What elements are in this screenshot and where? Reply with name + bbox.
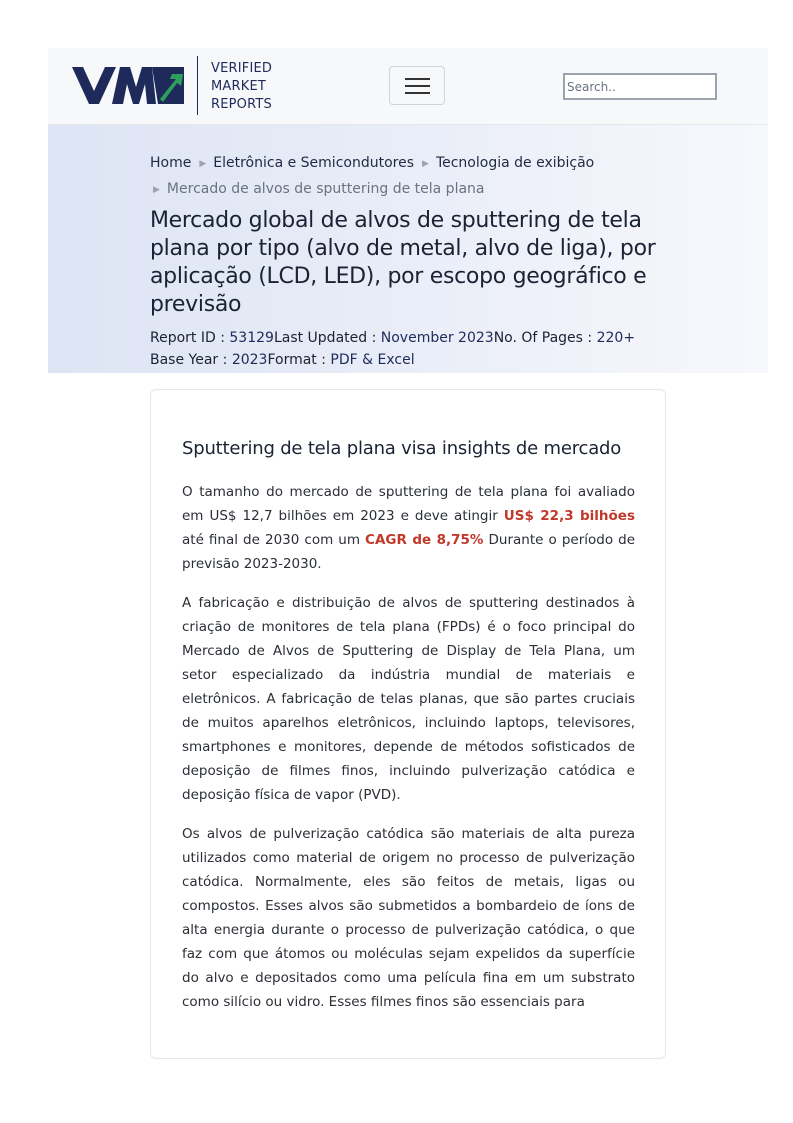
caret-right-icon: ▶ [153, 185, 160, 195]
last-updated-label: Last Updated : [273, 330, 381, 346]
report-meta-row-1 [150, 327, 635, 349]
last-updated-value: November 2023 [380, 330, 494, 346]
insights-paragraph: Os alvos de pulverização catódica são materiais de alta pureza utilizados como material de origem no processo de pulverização catódica. Normalmente, eles são feitos de metais, ligas ou compostos. Esses alvos são submetidos a bombardeio de íons de alta energia durante o processo de pulverização catódica, o que faz com que átomos ou moléculas sejam expelidos da superfície do alvo e depositados como uma película fina em um substrato como silício ou vidro. Esses filmes finos são essenciais para [182, 826, 635, 1010]
site-logo[interactable] [72, 56, 282, 116]
report-meta-row-2 [150, 349, 635, 371]
breadcrumb-current-row [150, 177, 650, 202]
breadcrumb-category-link[interactable]: Eletrônica e Semicondutores [213, 155, 415, 171]
logo-line: MARKET [211, 79, 267, 94]
vmr-logo-icon [72, 67, 184, 105]
breadcrumb-home-link[interactable]: Home [150, 155, 192, 171]
format-value: PDF & Excel [330, 352, 415, 368]
insights-paragraph-market-size [182, 480, 635, 576]
logo-line: VERIFIED [211, 61, 273, 76]
breadcrumb [150, 151, 650, 202]
insights-content [182, 436, 635, 1014]
format-label: Format : [267, 352, 331, 368]
top-navbar [48, 48, 768, 125]
insights-heading: Sputtering de tela plana visa insights de mercado [182, 438, 622, 459]
page-title: Mercado global de alvos de sputtering de tela plana por tipo (alvo de metal, alvo de liga), por aplicação (LCD, LED), por escopo geográfico e previsão [150, 208, 656, 317]
pages-label: No. Of Pages : [493, 330, 597, 346]
breadcrumb-subcategory-link[interactable]: Tecnologia de exibição [435, 155, 595, 171]
insights-card [150, 389, 666, 1059]
insights-paragraph: A fabricação e distribuição de alvos de sputtering destinados à criação de monitores de tela plana (FPDs) é o foco principal do Mercado de Alvos de Sputtering de Display de Tela Plana, um setor especializado da indústria mundial de materiais e eletrônicos. A fabricação de telas planas, que são partes cruciais de muitos aparelhos eletrônicos, incluindo laptops, televisores, smartphones e monitores, depende de métodos sofisticados de deposição de filmes finos, incluindo pulverização catódica e deposição física de vapor (PVD). [182, 595, 635, 803]
logo-wordmark [211, 60, 272, 114]
caret-right-icon: ▶ [422, 159, 429, 169]
report-id-value: 53129 [229, 330, 274, 346]
cagr-highlight: CAGR de 8,75% [365, 532, 484, 548]
paragraph-text: Durante o período de previsão 2023-2030. [182, 532, 636, 572]
report-hero [48, 125, 768, 373]
report-meta [150, 327, 635, 371]
logo-line: REPORTS [211, 97, 272, 112]
breadcrumb-current: Mercado de alvos de sputtering de tela plana [166, 181, 485, 197]
pages-value: 220+ [596, 330, 636, 346]
search-input[interactable] [563, 73, 717, 100]
logo-divider [197, 56, 198, 115]
base-year-value: 2023 [231, 352, 268, 368]
market-value-highlight: US$ 22,3 bilhões [503, 508, 635, 524]
report-id-label: Report ID : [150, 330, 230, 346]
hamburger-menu-button[interactable] [389, 66, 445, 105]
base-year-label: Base Year : [150, 352, 232, 368]
caret-right-icon: ▶ [199, 159, 207, 169]
paragraph-text: até final de 2030 com um [182, 532, 366, 548]
paragraph-text: O tamanho do mercado de sputtering de tela plana foi avaliado em US$ 12,7 bilhões em 2023 e deve atingir [182, 484, 635, 524]
